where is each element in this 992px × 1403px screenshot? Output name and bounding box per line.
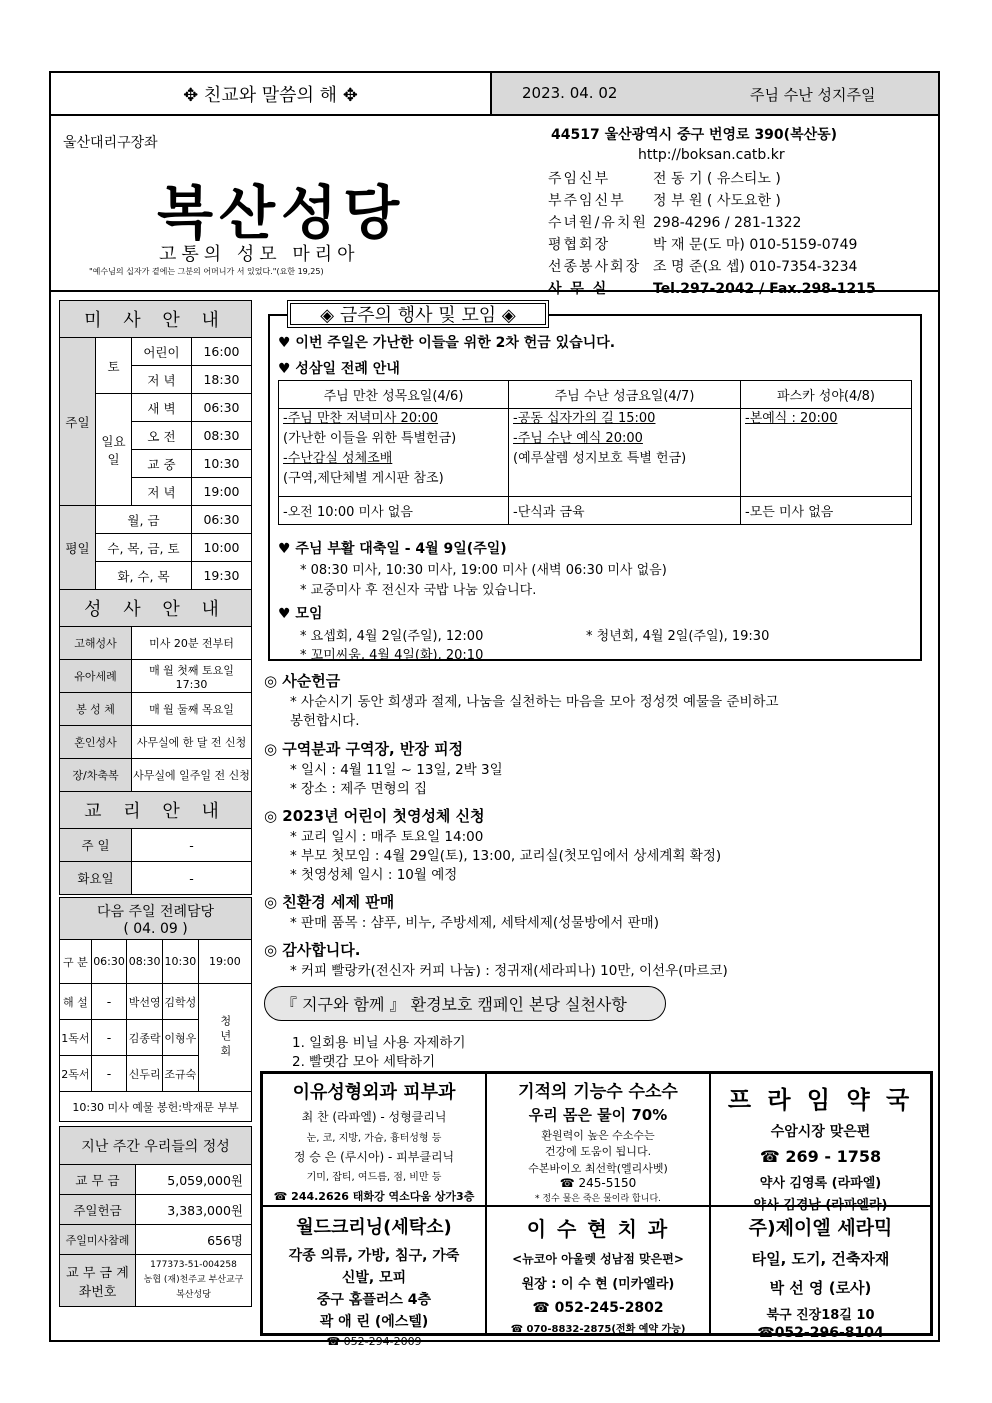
text-liturgy-rows-2-a: - bbox=[91, 1056, 127, 1092]
text-ads-4-lines-2: 원장 : 이 수 현 (미카엘라) bbox=[521, 1277, 675, 1292]
ad-clinic bbox=[262, 1073, 486, 1206]
text-doctrine-rows-0-k: 주 일 bbox=[60, 829, 132, 862]
text-ads-0-lines-0: 이유성형외과 피부과 bbox=[292, 1082, 456, 1103]
text-events-l3b: * 교중미사 후 전신자 국밥 나눔 있습니다. bbox=[300, 583, 537, 598]
text-notices-2-lines-0: * 교리 일시 : 매주 토요일 14:00 bbox=[290, 829, 484, 845]
text-mass-rows-3-t: 08:30 bbox=[191, 422, 251, 450]
text-offering-acct_k: 교 무 금 계좌번호 bbox=[60, 1255, 136, 1307]
text-offering-rows-0-v: 5,059,000원 bbox=[136, 1165, 252, 1195]
text-liturgy-head-0: 구 분 bbox=[60, 940, 92, 984]
text-header-staff-1-v: 정 부 원 ( 사도요한 ) bbox=[653, 193, 781, 209]
text-mass-rows-4-t: 10:30 bbox=[191, 450, 251, 478]
ad-cleaning bbox=[262, 1206, 486, 1348]
text-events-c1-0: -주님 만찬 저녁미사 20:00 bbox=[283, 411, 439, 426]
text-events-m1: * 요셉회, 4월 2일(주일), 12:00 bbox=[300, 629, 484, 644]
text-mass-weekday: 평일 bbox=[60, 506, 96, 590]
text-ads-1-lines-6: * 정수 물은 죽은 물이라 합니다. bbox=[535, 1194, 661, 1204]
patron-quote: "예수님의 십자가 곁에는 그분의 어머니가 서 있었다."(요한 19,25) bbox=[89, 267, 324, 276]
staff-row bbox=[548, 256, 857, 276]
text-sacrament-rows-4-k: 장/차축복 bbox=[60, 759, 132, 792]
text-events-c3-0: -본예식 : 20:00 bbox=[745, 411, 838, 426]
text-liturgy-rows-0-c: 김학성 bbox=[163, 984, 199, 1020]
text-liturgy-rows-2-b: 신두리 bbox=[127, 1056, 163, 1092]
text-liturgy-head-2: 08:30 bbox=[127, 940, 163, 984]
diocese-label: 울산대리구장좌 bbox=[63, 135, 158, 151]
text-liturgy-rows-1-c: 이형우 bbox=[163, 1020, 199, 1056]
ad-water bbox=[486, 1073, 710, 1206]
text-events-l2: ♥ 성삼일 전례 안내 bbox=[278, 361, 400, 377]
events-title: ◈ 금주의 행사 및 모임 ◈ bbox=[287, 300, 549, 328]
text-header-staff-5-v: Tel.297-2042 / Fax.298-1215 bbox=[653, 281, 876, 297]
text-events-c1-1: (가난한 이들을 위한 특별헌금) bbox=[283, 431, 457, 446]
text-ads-4-lines-4: ☎ 070-8832-2875(전화 예약 가능) bbox=[510, 1324, 686, 1335]
text-mass-weekdays-0-n: 월, 금 bbox=[96, 506, 192, 534]
text-mass-rows-3-n: 오 전 bbox=[132, 422, 192, 450]
text-mass-weekdays-2-n: 화, 수, 목 bbox=[96, 562, 192, 590]
church-name: 복산성당 bbox=[157, 179, 406, 247]
text-events-c2-0: -공동 십자가의 길 15:00 bbox=[513, 411, 656, 426]
text-offering-rows-2-k: 주일미사참례 bbox=[60, 1225, 136, 1255]
mass-title: 미 사 안 내 bbox=[60, 301, 252, 338]
sacrament-title: 성 사 안 내 bbox=[60, 590, 252, 627]
text-ads-4-lines-0: 이 수 현 치 과 bbox=[526, 1217, 670, 1241]
text-header-staff-2-k: 수녀원/유치원 bbox=[548, 215, 648, 231]
text-events-c1-2: -수난감실 성체조배 bbox=[283, 451, 393, 466]
text-notices-4-h: ◎ 감사합니다. bbox=[264, 941, 361, 959]
text-ads-4-lines-3: ☎ 052-245-2802 bbox=[532, 1300, 664, 1316]
text-ads-4-lines-1: <뉴코아 아울렛 성남점 맞은편> bbox=[512, 1252, 684, 1266]
text-sacrament-rows-1-k: 유아세례 bbox=[60, 660, 132, 693]
text-campaign-items-0: 1. 일회용 비닐 사용 자제하기 bbox=[292, 1035, 466, 1051]
text-notices-4-lines-0: * 커피 빨랑카(전신자 커피 나눔) : 정귀재(세라피나) 10만, 이선우(마르코) bbox=[290, 963, 728, 979]
text-ads-5-lines-1: 타일, 도기, 건축자재 bbox=[751, 1250, 890, 1268]
triduum-table bbox=[278, 380, 912, 525]
text-ads-1-lines-3: 건강에 도움이 됩니다. bbox=[544, 1145, 652, 1158]
text-sacrament-rows-4-v: 사무실에 일주일 전 신청 bbox=[132, 759, 252, 792]
text-ads-3-lines-5: ☎ 052-294-2009 bbox=[326, 1335, 422, 1348]
text-liturgy-rows-1-a: - bbox=[91, 1020, 127, 1056]
website-link[interactable]: http://boksan.catb.kr bbox=[638, 147, 785, 163]
text-notices-1-lines-0: * 일시 : 4월 11일 ~ 13일, 2박 3일 bbox=[290, 762, 503, 778]
address: 44517 울산광역시 중구 번영로 390(복산동) bbox=[551, 127, 838, 143]
text-events-m2: * 청년회, 4월 2일(주일), 19:30 bbox=[586, 629, 770, 644]
text-liturgy-youth: 청년회 bbox=[198, 984, 251, 1092]
text-ads-1-lines-5: ☎ 245-5150 bbox=[559, 1176, 637, 1190]
text-liturgy-rows-0-k: 해 설 bbox=[60, 984, 92, 1020]
text-events-th-0: 주님 만찬 성목요일(4/6) bbox=[279, 381, 509, 409]
text-liturgy-rows-1-k: 1독서 bbox=[60, 1020, 92, 1056]
text-mass-weekdays-1-t: 10:00 bbox=[191, 534, 251, 562]
text-ads-3-lines-4: 곽 애 린 (에스텔) bbox=[319, 1314, 429, 1330]
text-ads-5-lines-2: 박 선 영 (로사) bbox=[769, 1279, 872, 1297]
ad-pharmacy bbox=[710, 1073, 931, 1213]
staff-row bbox=[548, 278, 876, 298]
text-sacrament-rows-2-k: 봉 성 체 bbox=[60, 693, 132, 726]
events-box bbox=[268, 314, 922, 661]
doctrine-title: 교 리 안 내 bbox=[60, 792, 252, 829]
text-ads-5-lines-3: 북구 진장18길 10 bbox=[766, 1308, 875, 1323]
text-events-l3a: * 08:30 미사, 10:30 미사, 19:00 미사 (새벽 06:30 미사 없음) bbox=[300, 563, 667, 578]
liturgical-day: 주님 수난 성지주일 bbox=[750, 86, 876, 104]
staff-row bbox=[548, 212, 801, 232]
text-events-l4: ♥ 모임 bbox=[278, 606, 323, 622]
text-mass-weekdays-2-t: 19:30 bbox=[191, 562, 251, 590]
text-events-r2-2: -모든 미사 없음 bbox=[741, 497, 912, 525]
text-header-staff-3-k: 평협회장 bbox=[548, 237, 611, 253]
text-mass-rows-5-t: 19:00 bbox=[191, 478, 251, 506]
text-notices-0-lines-1: 봉헌합시다. bbox=[290, 713, 360, 729]
patron-name: 고통의 성모 마리아 bbox=[159, 244, 360, 265]
text-ads-1-lines-2: 환원력이 높은 수소수는 bbox=[541, 1129, 655, 1142]
text-mass-weekdays-1-n: 수, 목, 금, 토 bbox=[96, 534, 192, 562]
text-ads-5-lines-4: ☎052-296-8104 bbox=[757, 1325, 884, 1341]
text-ads-3-lines-3: 중구 홈플러스 4층 bbox=[316, 1292, 432, 1308]
text-ads-0-lines-2: 눈, 코, 지방, 가슴, 흉터성형 등 bbox=[306, 1133, 442, 1144]
text-offering-rows-1-k: 주일헌금 bbox=[60, 1195, 136, 1225]
text-mass-sunday_label: 일요일 bbox=[96, 394, 132, 506]
text-ads-2-lines-3: 약사 김영록 (라파엘) bbox=[759, 1176, 882, 1191]
text-ads-1-lines-1: 우리 몸은 물이 70% bbox=[528, 1106, 668, 1124]
ad-dental bbox=[486, 1206, 710, 1334]
text-notices-0-lines-0: * 사순시기 동안 희생과 절제, 나눔을 실천하는 마음을 모아 정성껏 예물을 준비하고 bbox=[290, 694, 779, 710]
staff-row bbox=[548, 168, 781, 188]
text-sacrament-rows-0-k: 고해성사 bbox=[60, 627, 132, 660]
text-ads-0-lines-4: 기미, 잡티, 여드름, 점, 비만 등 bbox=[306, 1172, 442, 1183]
bulletin-date: 2023. 04. 02 bbox=[522, 84, 618, 102]
text-liturgy-date: ( 04. 09 ) bbox=[123, 920, 188, 937]
text-liturgy-head-3: 10:30 bbox=[163, 940, 199, 984]
text-notices-1-lines-1: * 장소 : 제주 면형의 집 bbox=[290, 781, 428, 797]
text-offering-acct-0: 177373-51-004258 bbox=[150, 1260, 237, 1270]
staff-row bbox=[548, 234, 857, 254]
text-liturgy-title: 다음 주일 전례담당 bbox=[96, 903, 215, 920]
text-mass-rows-2-t: 06:30 bbox=[191, 394, 251, 422]
text-ads-2-lines-2: ☎ 269 - 1758 bbox=[759, 1147, 882, 1166]
text-notices-3-lines-0: * 판매 품목 : 샴푸, 비누, 주방세제, 세탁세제(성물방에서 판매) bbox=[290, 915, 659, 931]
text-header-staff-0-v: 전 동 기 ( 유스티노 ) bbox=[653, 171, 781, 187]
text-notices-2-h: ◎ 2023년 어린이 첫영성체 신청 bbox=[264, 807, 485, 825]
text-mass-rows-0-n: 어린이 bbox=[132, 338, 192, 366]
text-notices-2-lines-2: * 첫영성체 일시 : 10월 예정 bbox=[290, 867, 458, 883]
text-ads-2-lines-1: 수암시장 맞은편 bbox=[770, 1124, 871, 1140]
text-doctrine-rows-1-k: 화요일 bbox=[60, 862, 132, 895]
text-offering-title: 지난 주간 우리들의 정성 bbox=[60, 1127, 252, 1165]
text-notices-0-h: ◎ 사순헌금 bbox=[264, 672, 341, 690]
text-liturgy-rows-0-b: 박선영 bbox=[127, 984, 163, 1020]
text-notices-3-h: ◎ 친환경 세제 판매 bbox=[264, 893, 395, 911]
text-doctrine-rows-1-v: - bbox=[132, 862, 252, 895]
date-box bbox=[492, 73, 938, 114]
text-mass-rows-2-n: 새 벽 bbox=[132, 394, 192, 422]
text-mass-rows-4-n: 교 중 bbox=[132, 450, 192, 478]
mass-schedule bbox=[59, 300, 252, 895]
text-offering-acct-1: 농협 (재)천주교 부산교구 bbox=[143, 1275, 244, 1285]
text-sacrament-rows-1-v: 매 월 첫째 토요일 17:30 bbox=[132, 660, 252, 693]
liturgy-table bbox=[59, 897, 252, 1122]
text-offering-rows-1-v: 3,383,000원 bbox=[136, 1195, 252, 1225]
text-liturgy-head-1: 06:30 bbox=[91, 940, 127, 984]
bulletin-page bbox=[49, 71, 940, 1348]
text-ads-0-lines-3: 정 승 은 (루시아) - 피부클리닉 bbox=[293, 1150, 455, 1164]
text-ads-0-lines-1: 최 찬 (라파엘) - 성형클리닉 bbox=[301, 1110, 447, 1124]
left-column bbox=[59, 300, 252, 1307]
text-header-staff-0-k: 주임신부 bbox=[548, 171, 611, 187]
text-mass-sat: 토 bbox=[96, 338, 132, 394]
offering-table bbox=[59, 1126, 252, 1307]
text-sacrament-rows-2-v: 매 월 둘째 목요일 bbox=[132, 693, 252, 726]
ad-ceramic bbox=[710, 1206, 931, 1341]
text-events-c1-3: (구역,제단체별 게시판 참조) bbox=[283, 471, 444, 486]
text-liturgy-rows-0-a: - bbox=[91, 984, 127, 1020]
text-ads-3-lines-0: 월드크리닝(세탁소) bbox=[296, 1217, 452, 1238]
text-ads-1-lines-4: 수본바이오 최선학(엘리사벳) bbox=[528, 1162, 668, 1175]
text-ads-5-lines-0: 주)제이엘 세라믹 bbox=[748, 1217, 893, 1239]
text-ads-3-lines-1: 각종 의류, 가방, 침구, 가죽 bbox=[288, 1248, 460, 1264]
text-mass-rows-1-t: 18:30 bbox=[191, 366, 251, 394]
text-sacrament-rows-3-v: 사무실에 한 달 전 신청 bbox=[132, 726, 252, 759]
text-ads-2-lines-0: 프 라 임 약 국 bbox=[727, 1086, 914, 1114]
text-events-th-2: 파스카 성야(4/8) bbox=[741, 381, 912, 409]
text-events-r2-0: -오전 10:00 미사 없음 bbox=[279, 497, 509, 525]
text-header-staff-2-v: 298-4296 / 281-1322 bbox=[653, 215, 802, 231]
text-mass-weekdays-0-t: 06:30 bbox=[191, 506, 251, 534]
text-sacrament-rows-0-v: 미사 20분 전부터 bbox=[132, 627, 252, 660]
text-header-staff-4-k: 선종봉사회장 bbox=[548, 259, 642, 275]
text-ads-1-lines-0: 기적의 기능수 수소수 bbox=[518, 1082, 678, 1102]
text-header-staff-1-k: 부주임신부 bbox=[548, 193, 626, 209]
text-events-m3: * 꼬미씨움, 4월 4일(화), 20:10 bbox=[300, 648, 484, 663]
text-events-l3: ♥ 주님 부활 대축일 - 4월 9일(주일) bbox=[278, 541, 507, 557]
text-sacrament-rows-3-k: 혼인성사 bbox=[60, 726, 132, 759]
text-notices-2-lines-1: * 부모 첫모임 : 4월 29일(토), 13:00, 교리실(첫모임에서 상세계획 확정) bbox=[290, 848, 722, 864]
text-header-staff-5-k: 사 무 실 bbox=[548, 281, 609, 297]
text-events-l1: ♥ 이번 주일은 가난한 이들을 위한 2차 헌금 있습니다. bbox=[278, 335, 616, 351]
header bbox=[51, 116, 938, 297]
text-offering-rows-0-k: 교 무 금 bbox=[60, 1165, 136, 1195]
text-liturgy-rows-2-k: 2독서 bbox=[60, 1056, 92, 1092]
ads-block bbox=[260, 1071, 933, 1348]
year-motto: ✥ 친교와 말씀의 해 ✥ bbox=[51, 73, 492, 114]
text-liturgy-rows-1-b: 김종락 bbox=[127, 1020, 163, 1056]
text-events-r2-1: -단식과 금육 bbox=[509, 497, 741, 525]
top-bar bbox=[51, 73, 938, 116]
text-notices-1-h: ◎ 구역분과 구역장, 반장 피정 bbox=[264, 740, 464, 758]
text-ads-2-lines-4: 약사 김경남 (라파엘라) bbox=[753, 1198, 888, 1213]
campaign-title: 『 지구와 함께 』 환경보호 캠페인 본당 실천사항 bbox=[264, 986, 666, 1021]
text-liturgy-rows-2-c: 조규숙 bbox=[163, 1056, 199, 1092]
text-liturgy-note: 10:30 미사 예물 봉헌:박재문 부부 bbox=[60, 1092, 252, 1122]
text-liturgy-head-4: 19:00 bbox=[198, 940, 251, 984]
text-header-staff-4-v: 조 명 준(요 셉) 010-7354-3234 bbox=[653, 259, 858, 275]
text-events-c2-2: (예루살렘 성지보호 특별 헌금) bbox=[513, 451, 687, 466]
text-doctrine-rows-0-v: - bbox=[132, 829, 252, 862]
sunday-label: 주일 bbox=[60, 338, 96, 506]
text-header-staff-3-v: 박 재 문(도 마) 010-5159-0749 bbox=[653, 237, 858, 253]
text-mass-rows-1-n: 저 녁 bbox=[132, 366, 192, 394]
text-mass-rows-0-t: 16:00 bbox=[191, 338, 251, 366]
text-ads-3-lines-2: 신발, 모피 bbox=[341, 1270, 407, 1286]
text-mass-rows-5-n: 저 녁 bbox=[132, 478, 192, 506]
text-ads-0-lines-5: ☎ 244.2626 태화강 역소다움 상가3층 bbox=[273, 1190, 475, 1203]
text-offering-acct-2: 복산성당 bbox=[176, 1290, 211, 1300]
text-offering-rows-2-v: 656명 bbox=[136, 1225, 252, 1255]
text-events-th-1: 주님 수난 성금요일(4/7) bbox=[509, 381, 741, 409]
text-events-c2-1: -주님 수난 예식 20:00 bbox=[513, 431, 643, 446]
staff-row bbox=[548, 190, 781, 210]
text-campaign-items-1: 2. 빨랫감 모아 세탁하기 bbox=[292, 1054, 436, 1070]
